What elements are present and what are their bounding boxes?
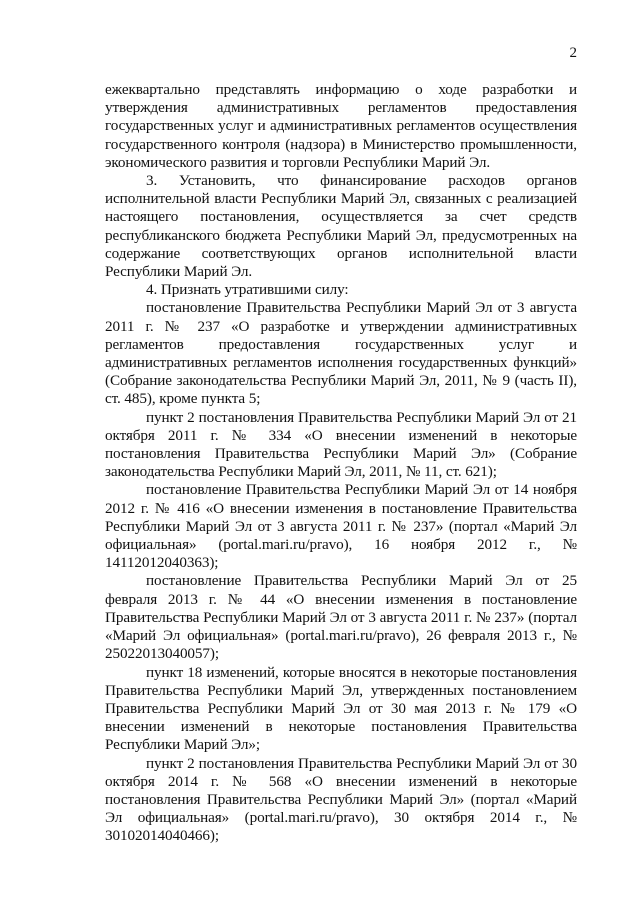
- paragraph-repeal-1: постановление Правительства Республики Марий Эл от 3 августа 2011 г. № 237 «О разработке и утверждении административных регламентов предоставления государственных услуг и административных регламентов исполнения государственных функций» (Собрание законодательства Республики Марий Эл, 2011, № 9 (часть II), ст. 485), кроме пункта 5;: [105, 299, 577, 408]
- paragraph-repeal-4: постановление Правительства Республики Марий Эл от 25 февраля 2013 г. № 44 «О внесении изменения в постановление Правительства Республики Марий Эл от 3 августа 2011 г. № 237» (портал «Марий Эл официальная» (portal.mari.ru/pravo), 26 февраля 2013 г., № 25022013040057);: [105, 572, 577, 663]
- paragraph-repeal-5: пункт 18 изменений, которые вносятся в некоторые постановления Правительства Республики Марий Эл, утвержденных постановлением Правительства Республики Марий Эл от 30 мая 2013 г. № 179 «О внесении изменений в некоторые постановления Правительства Республики Марий Эл»;: [105, 663, 577, 754]
- paragraph-repeal-2: пункт 2 постановления Правительства Республики Марий Эл от 21 октября 2011 г. № 334 «О внесении изменений в некоторые постановления Правительства Республики Марий Эл» (Собрание законодательства Республики Марий Эл, 2011, № 11, ст. 621);: [105, 408, 577, 481]
- paragraph-item-4: 4. Признать утратившими силу:: [146, 281, 349, 299]
- page-number: 2: [569, 45, 577, 61]
- paragraph-item-3: 3. Установить, что финансирование расходов органов исполнительной власти Республики Марий Эл, связанных с реализацией настоящего постановления, осуществляется за счет средств республиканского бюджета Республики Марий Эл, предусмотренных на содержание соответствующих органов исполнительной власти Республики Марий Эл.: [105, 172, 577, 281]
- paragraph-repeal-6: пункт 2 постановления Правительства Республики Марий Эл от 30 октября 2014 г. № 568 «О внесении изменений в некоторые постановления Правительства Республики Марий Эл» (портал «Марий Эл официальная» (portal.mari.ru/pravo), 30 октября 2014 г., № 30102014040466);: [105, 754, 577, 845]
- document-body: [105, 81, 577, 846]
- paragraph-repeal-3: постановление Правительства Республики Марий Эл от 14 ноября 2012 г. № 416 «О внесении изменения в постановление Правительства Республики Марий Эл от 3 августа 2011 г. № 237» (портал «Марий Эл официальная» (portal.mari.ru/pravo), 16 ноября 2012 г., № 14112012040363);: [105, 481, 577, 572]
- paragraph-continuation: ежеквартально представлять информацию о ходе разработки и утверждения административных регламентов предоставления государственных услуг и административных регламентов осуществления государственного контроля (надзора) в Министерство промышленности, экономического развития и торговли Республики Марий Эл.: [105, 81, 577, 171]
